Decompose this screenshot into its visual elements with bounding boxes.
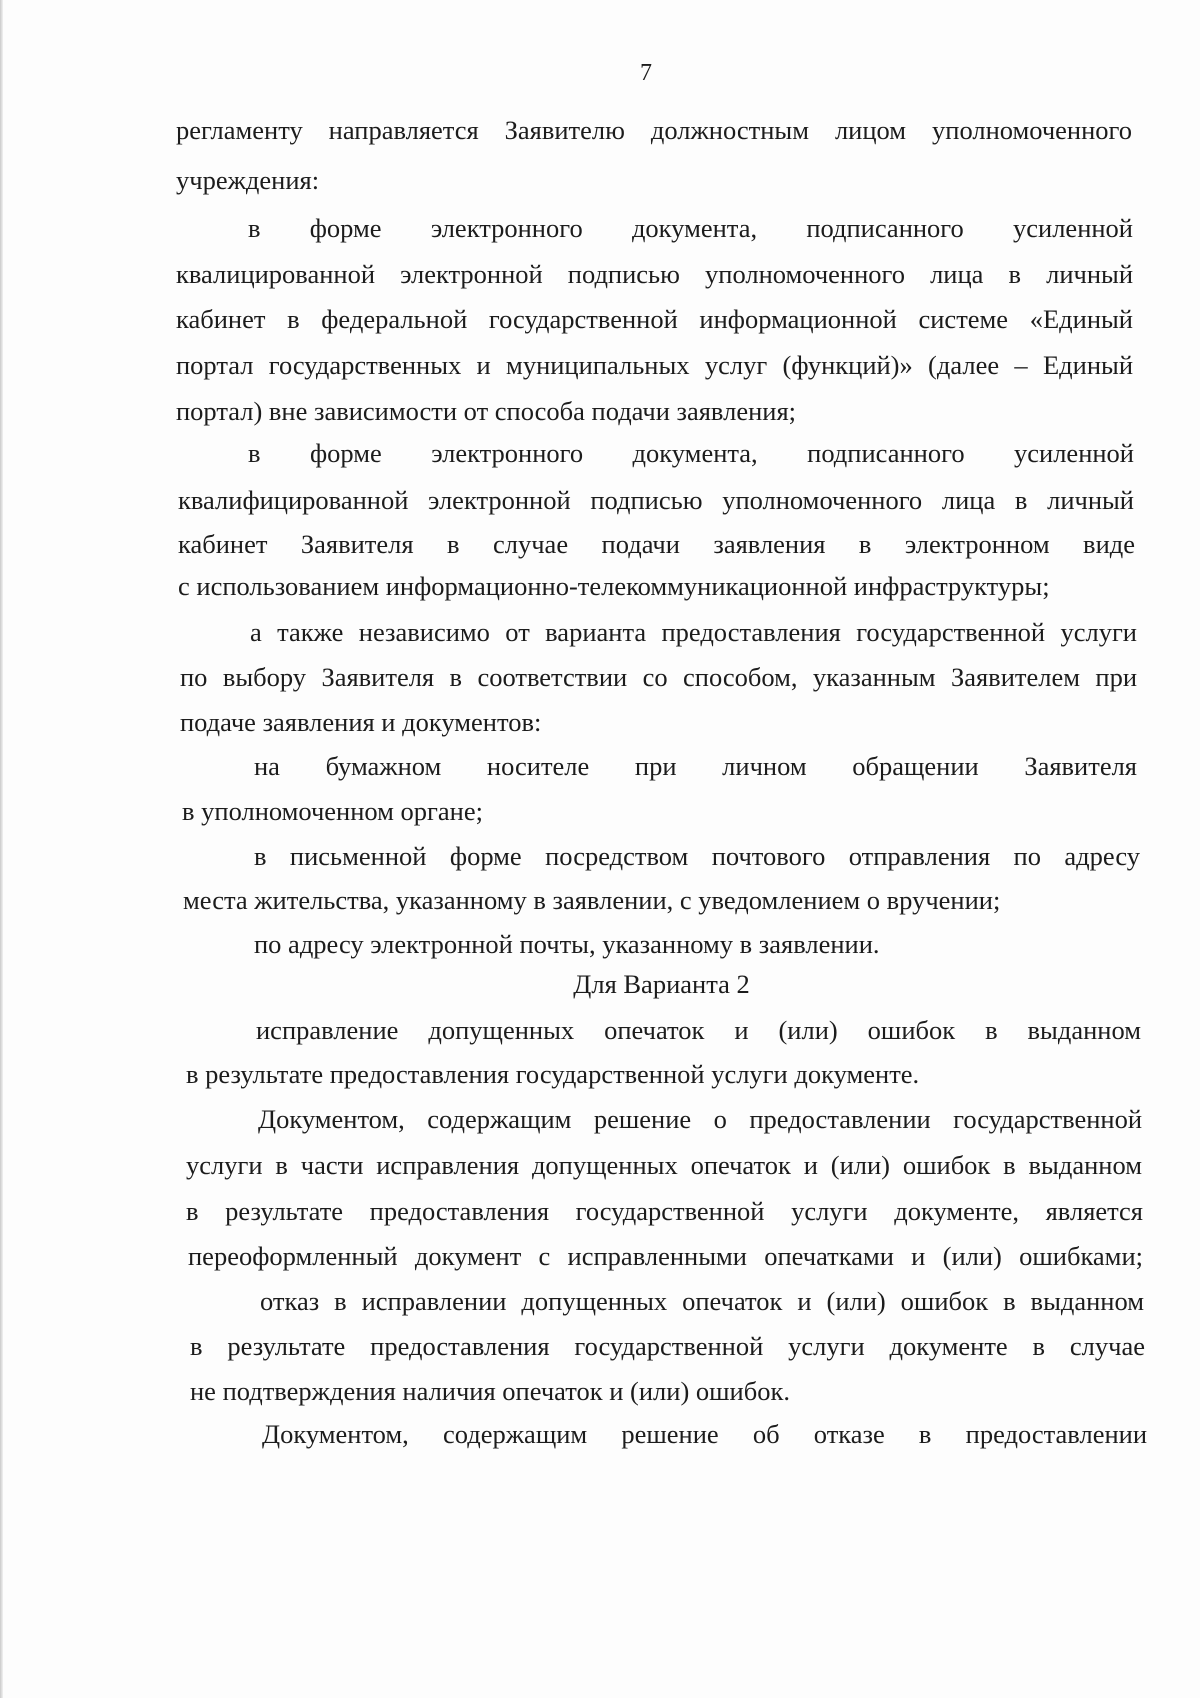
text-line: услуги в части исправления допущенных опечаток и (или) ошибок в выданном: [186, 1150, 1142, 1180]
text-line: квалифицированной электронной подписью уполномоченного лица в личный: [178, 485, 1134, 515]
text-line: учреждения:: [176, 165, 320, 195]
text-line: в результате предоставления государственной услуги документе.: [186, 1059, 920, 1089]
text-line: в письменной форме посредством почтового отправления по адресу: [254, 841, 1140, 871]
text-line: отказ в исправлении допущенных опечаток и (или) ошибок в выданном: [260, 1286, 1144, 1316]
text-line: в результате предоставления государственной услуги документе в случае: [190, 1331, 1145, 1361]
text-line: в уполномоченном органе;: [182, 796, 483, 826]
text-line: Документом, содержащим решение об отказе в предоставлении: [262, 1419, 1147, 1449]
text-line: подаче заявления и документов:: [180, 707, 542, 737]
text-line: в результате предоставления государственной услуги документе, является: [186, 1196, 1143, 1226]
text-line: портал государственных и муниципальных услуг (функций)» (далее – Единый: [176, 350, 1133, 380]
text-line: исправление допущенных опечаток и (или) ошибок в выданном: [256, 1015, 1141, 1045]
text-line: места жительства, указанному в заявлении, с уведомлением о вручении;: [183, 885, 1001, 915]
text-line: с использованием информационно-телекоммуникационной инфраструктуры;: [178, 571, 1050, 601]
text-line: Документом, содержащим решение о предоставлении государственной: [258, 1104, 1142, 1134]
text-line: по адресу электронной почты, указанному в заявлении.: [254, 929, 880, 959]
scan-edge: [0, 0, 3, 1698]
text-line: не подтверждения наличия опечаток и (или) ошибок.: [190, 1376, 790, 1406]
text-line: а также независимо от варианта предоставления государственной услуги: [250, 617, 1137, 647]
text-line: регламенту направляется Заявителю должностным лицом уполномоченного: [176, 115, 1132, 145]
text-line: портал) вне зависимости от способа подачи заявления;: [176, 396, 796, 426]
text-line: в форме электронного документа, подписанного усиленной: [248, 438, 1134, 468]
text-line: на бумажном носителе при личном обращении Заявителя: [254, 751, 1137, 781]
text-line: кабинет Заявителя в случае подачи заявления в электронном виде: [178, 529, 1135, 559]
text-line: переоформленный документ с исправленными опечатками и (или) ошибками;: [188, 1241, 1143, 1271]
text-line: кабинет в федеральной государственной информационной системе «Единый: [176, 304, 1133, 334]
section-heading: Для Варианта 2: [573, 969, 750, 999]
page-number: 7: [640, 60, 652, 86]
text-line: по выбору Заявителя в соответствии со способом, указанным Заявителем при: [180, 662, 1137, 692]
text-line: квалицированной электронной подписью уполномоченного лица в личный: [176, 259, 1133, 289]
text-line: в форме электронного документа, подписанного усиленной: [248, 213, 1133, 243]
